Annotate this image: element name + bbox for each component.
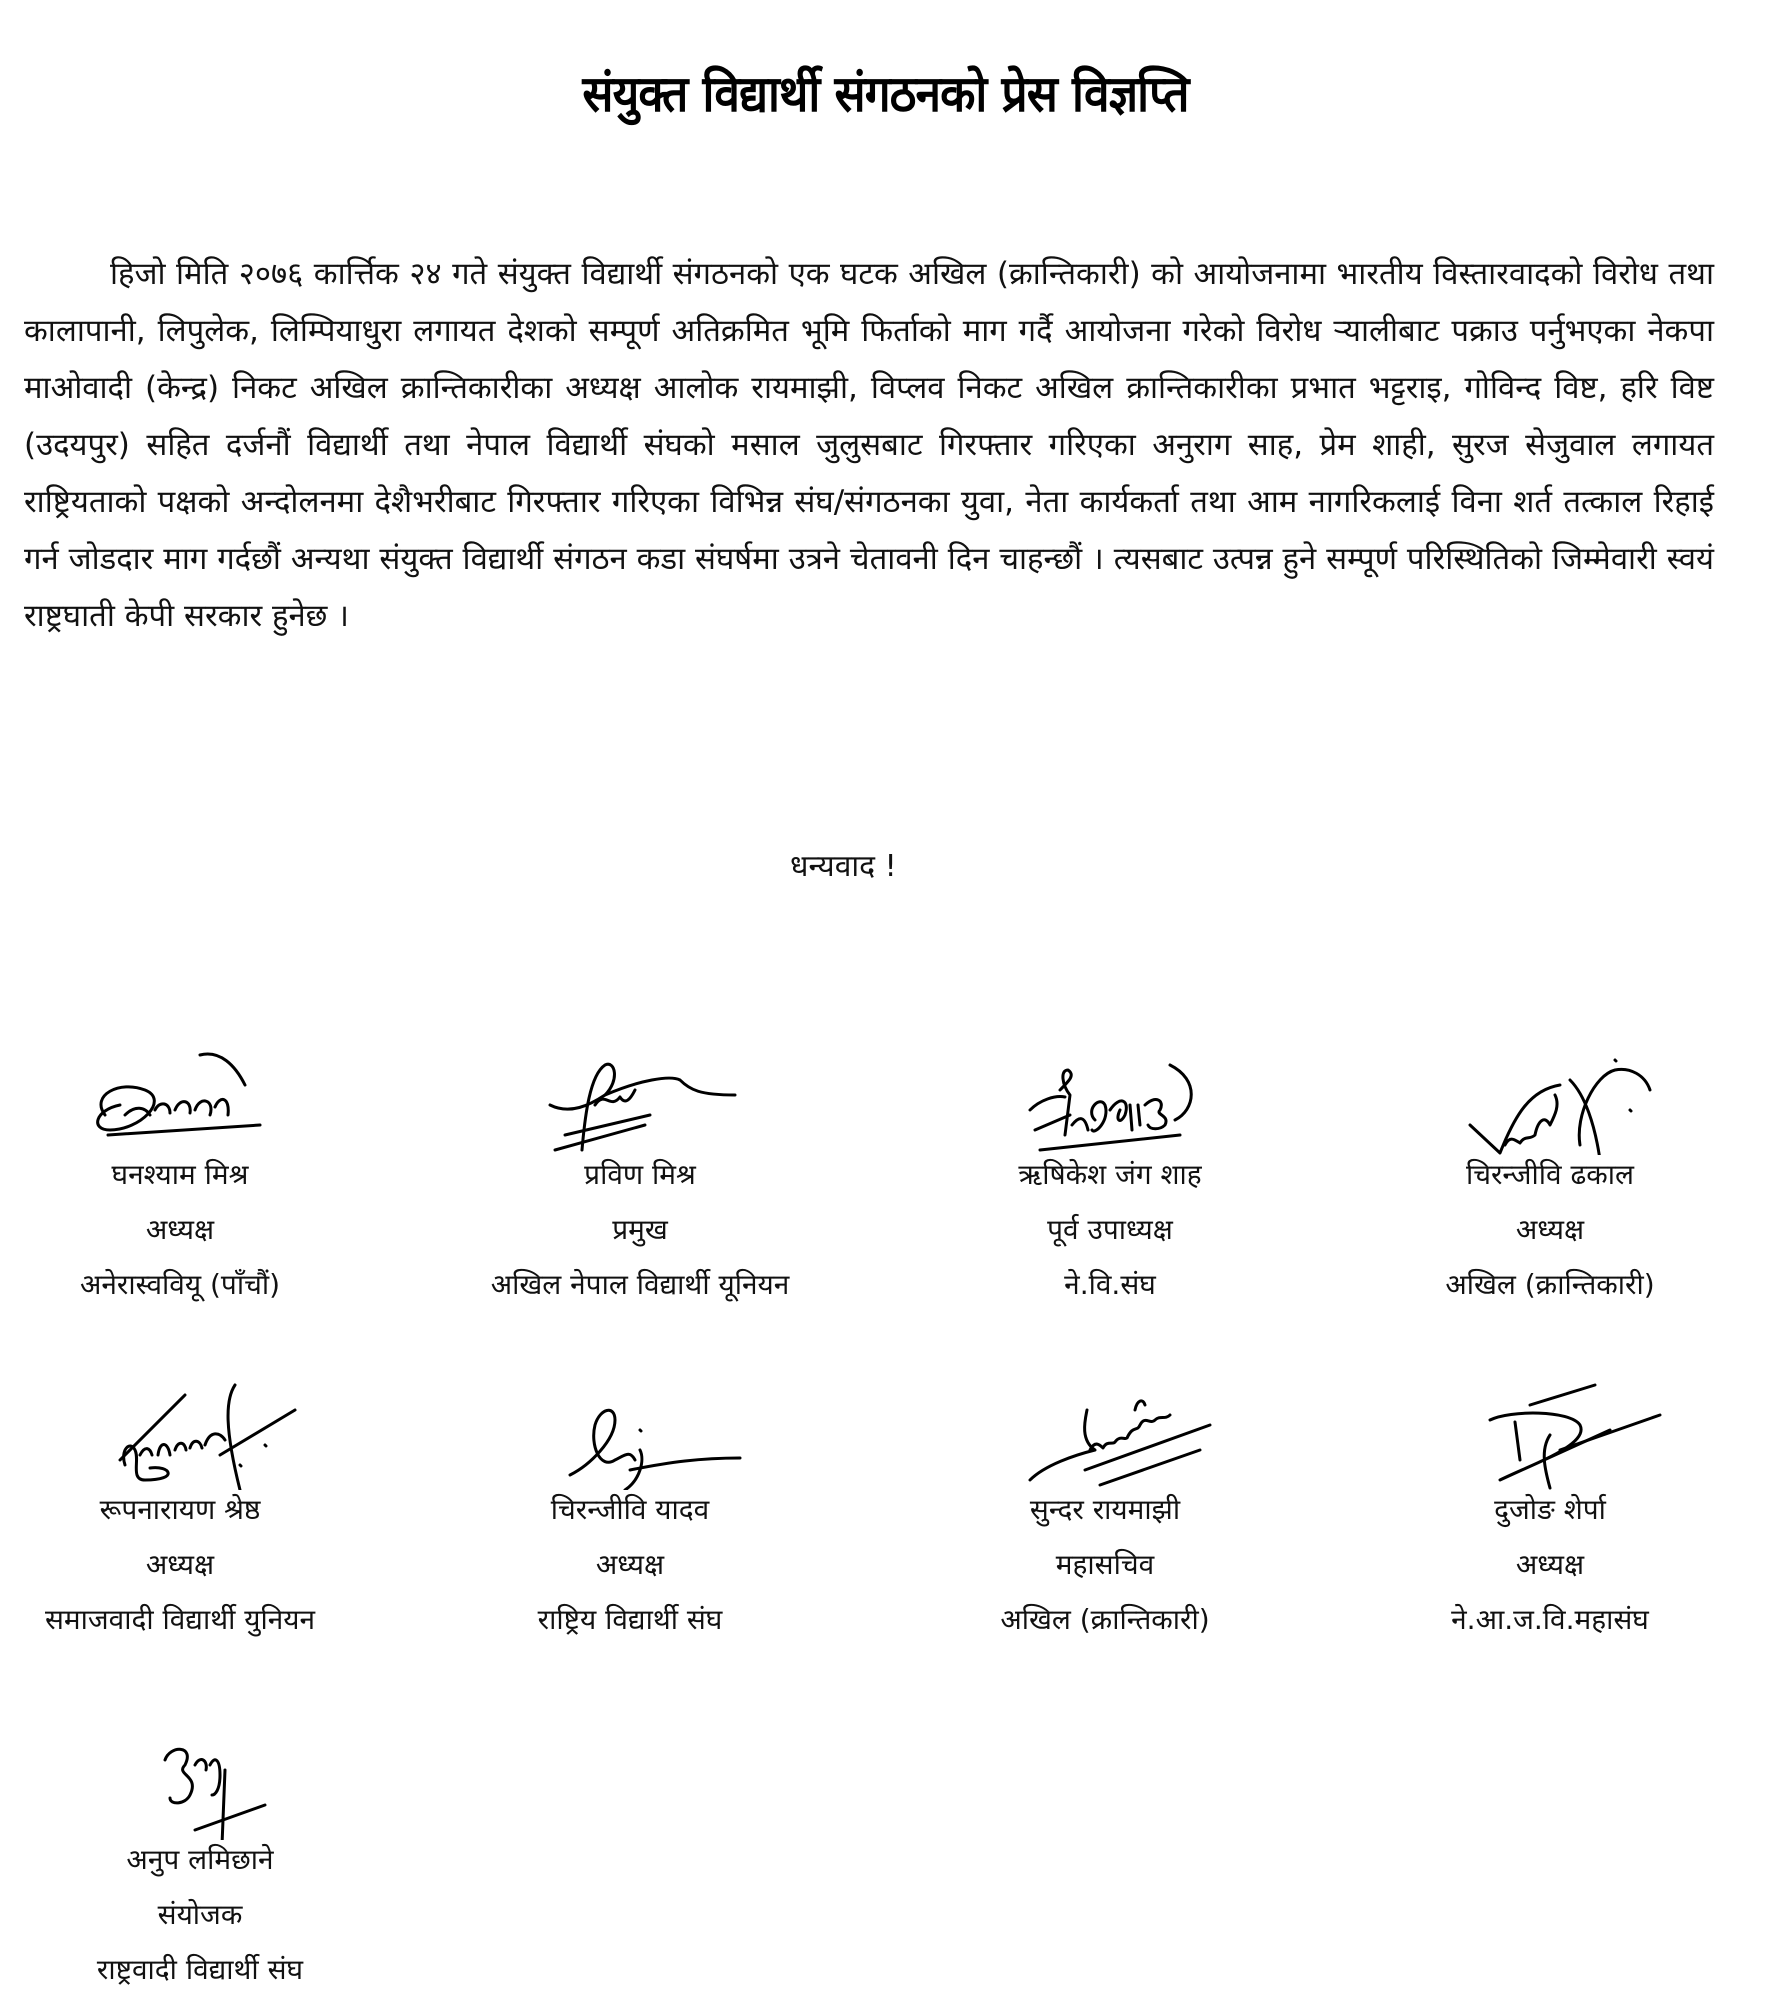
signatory-name: घनश्याम मिश्र (111, 1158, 249, 1191)
handwritten-signature (980, 1035, 1240, 1155)
signatory-block (430, 1035, 850, 1312)
press-release-body: हिजो मिति २०७६ कार्त्तिक २४ गते संयुक्त विद्यार्थी संगठनको एक घटक अखिल (क्रान्तिकारी) को आयोजनामा भारतीय विस्तारवादको विरोध तथा कालापानी, लिपुलेक, लिम्पियाधुरा लगायत देशको सम्पूर्ण अतिक्रमित भूमि फिर्ताको माग गर्दै आयोजना गरेको विरोध र्‍यालीबाट पक्राउ पर्नुभएका नेकपा माओवादी (केन्द्र) निकट अखिल क्रान्तिकारीका अध्यक्ष आलोक रायमाझी, विप्लव निकट अखिल क्रान्तिकारीका प्रभात भट्टराइ, गोविन्द विष्ट, हरि विष्ट (उदयपुर) सहित दर्जनौं विद्यार्थी तथा नेपाल विद्यार्थी संघको मसाल जुलुसबाट गिरफ्तार गरिएका अनुराग साह, प्रेम शाही, सुरज सेजुवाल लगायत राष्ट्रियताको पक्षको अन्दोलनमा देशैभरीबाट गिरफ्तार गरिएका विभिन्न संघ/संगठनका युवा, नेता कार्यकर्ता तथा आम नागरिकलाई विना शर्त तत्काल रिहाई गर्न जोडदार माग गर्दछौं अन्यथा संयुक्त विद्यार्थी संगठन कडा संघर्षमा उत्रने चेतावनी दिन चाहन्छौं । त्यसबाट उत्पन्न हुने सम्पूर्ण परिस्थितिको जिम्मेवारी स्वयं राष्ट्रघाती केपी सरकार हुनेछ । (24, 256, 1714, 634)
signatory-block (0, 1370, 390, 1647)
signatory-organization: राष्ट्रवादी विद्यार्थी संघ (96, 1953, 304, 1986)
handwritten-signature (70, 1720, 330, 1840)
signatory-name: दुजोङ शेर्पा (1494, 1493, 1606, 1526)
signatory-organization: राष्ट्रिय विद्यार्थी संघ (537, 1603, 723, 1636)
signatory-role: पूर्व उपाध्यक्ष (1047, 1213, 1173, 1246)
signatory-organization: अखिल (क्रान्तिकारी) (1000, 1603, 1210, 1636)
handwritten-signature (50, 1035, 310, 1155)
signatory-block (1340, 1370, 1760, 1647)
signatory-role: संयोजक (157, 1898, 243, 1931)
signatory-role: अध्यक्ष (145, 1548, 215, 1581)
signatory-block (900, 1035, 1320, 1312)
handwritten-signature (1420, 1370, 1680, 1490)
signatory-name: अनुप लमिछाने (126, 1843, 274, 1876)
signatory-block (1340, 1035, 1760, 1312)
signatory-organization: अनेरास्ववियू (पाँचौं) (79, 1268, 281, 1301)
signatory-organization: ने.आ.ज.वि.महासंघ (1451, 1603, 1649, 1636)
handwritten-signature (500, 1370, 760, 1490)
signatory-role: अध्यक्ष (1515, 1548, 1585, 1581)
signatory-role: अध्यक्ष (595, 1548, 665, 1581)
handwritten-signature (50, 1370, 310, 1490)
signatory-block (420, 1370, 840, 1647)
handwritten-signature (510, 1035, 770, 1155)
signatory-name: चिरन्जीवि ढकाल (1465, 1158, 1635, 1191)
signatory-name: ऋषिकेश जंग शाह (1018, 1158, 1202, 1191)
handwritten-signature (1420, 1035, 1680, 1155)
signatory-role: अध्यक्ष (1515, 1213, 1585, 1246)
signatory-block (0, 1035, 390, 1312)
signatory-name: रूपनारायण श्रेष्ठ (99, 1493, 261, 1526)
signatory-name: सुन्दर रायमाझी (1029, 1493, 1181, 1526)
document-title: संयुक्त विद्यार्थी संगठनको प्रेस विज्ञप्ति (582, 65, 1189, 123)
signatory-role: प्रमुख (612, 1213, 668, 1246)
signatory-organization: अखिल (क्रान्तिकारी) (1445, 1268, 1655, 1301)
thanks-text: धन्यवाद ! (790, 849, 897, 884)
signatory-block (895, 1370, 1315, 1647)
signatory-role: महासचिव (1055, 1548, 1155, 1581)
signatory-organization: समाजवादी विद्यार्थी युनियन (44, 1603, 316, 1636)
signatory-organization: ने.वि.संघ (1064, 1268, 1156, 1301)
signatory-name: प्रविण मिश्र (584, 1158, 696, 1191)
signatory-block (0, 1720, 410, 1997)
signatory-organization: अखिल नेपाल विद्यार्थी यूनियन (490, 1268, 790, 1301)
handwritten-signature (975, 1370, 1235, 1490)
signatory-name: चिरन्जीवि यादव (550, 1493, 710, 1526)
signatory-role: अध्यक्ष (145, 1213, 215, 1246)
